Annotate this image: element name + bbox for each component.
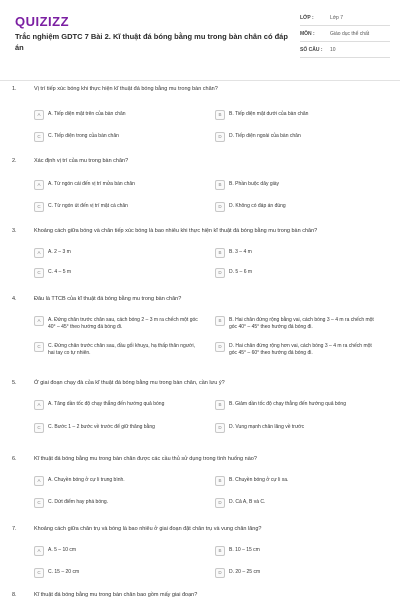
option-letter-box: B (215, 248, 225, 258)
question-number: 4. (12, 296, 17, 302)
question-text: Xác định vị trí của mu trong bàn chân? (34, 158, 129, 164)
question-text: Khoảng cách giữa chân trụ và bóng là bao nhiêu ở giai đoạn đặt chân trụ và vung chân lăng? (34, 526, 262, 532)
option-text: D. 20 – 25 cm (229, 569, 261, 575)
option-text: B. Phần buộc dây giày (229, 181, 280, 187)
meta-value: Giáo dục thể chất (330, 31, 370, 37)
meta-label: SỐ CÂU : (300, 47, 323, 53)
option-text: C. 4 – 5 m (48, 269, 72, 275)
option-letter-box: C (34, 568, 44, 578)
question-number: 3. (12, 228, 17, 234)
question-text: Ở giai đoạn chạy đà của kĩ thuật đá bóng bằng mu trong bàn chân, cần lưu ý? (34, 380, 225, 386)
question-text: Vị trí tiếp xúc bóng khi thực hiện kĩ thuật đá bóng bằng mu trong bàn chân? (34, 86, 218, 92)
option-letter-box: A (34, 316, 44, 326)
option-text: B. Tiếp diện mặt dưới của bàn chân (229, 111, 309, 117)
option-text: D. Không có đáp án đúng (229, 203, 286, 209)
option-letter-box: C (34, 202, 44, 212)
option-text: C. Dứt điểm hay phá bóng. (48, 499, 109, 505)
option-letter-box: D (215, 423, 225, 433)
option-letter-box: B (215, 546, 225, 556)
option-text: B. 3 – 4 m (229, 249, 252, 255)
meta-value: Lớp 7 (330, 15, 344, 21)
option-text: D. Vung mạnh chân lăng về trước (229, 424, 305, 430)
meta-row-subject (300, 30, 390, 42)
question-number: 1. (12, 86, 17, 92)
option-letter-box: B (215, 110, 225, 120)
option-letter-box: A (34, 400, 44, 410)
option-text: D. Cả A, B và C. (229, 499, 266, 505)
option-letter-box: A (34, 248, 44, 258)
option-letter-box: D (215, 342, 225, 352)
option-text: A. Đứng chân trước chân sau, cách bóng 2 – 3 m ra chếch một góc 40° – 45° theo hướng đá bóng đi. (48, 317, 198, 330)
option-letter-box: C (34, 423, 44, 433)
question-text: Khoảng cách giữa bóng và chân tiếp xúc bóng là bao nhiêu khi thực hiện kĩ thuật đá bóng bằng mu trong bàn chân? (34, 228, 318, 234)
option-letter-box: A (34, 110, 44, 120)
option-letter-box: B (215, 180, 225, 190)
option-letter-box: C (34, 268, 44, 278)
meta-row-class (300, 14, 390, 26)
option-text: A. 2 – 3 m (48, 249, 71, 255)
option-letter-box: A (34, 546, 44, 556)
option-letter-box: B (215, 476, 225, 486)
option-text: A. Từ ngón cái đến vị trí mửa bàn chân (48, 181, 135, 187)
option-text: C. Từ ngón út đến vị trí mặt cá chân (48, 203, 128, 209)
option-text: C. 15 – 20 cm (48, 569, 80, 575)
quizizz-logo: QUIZIZZ (15, 14, 70, 29)
option-text: A. Tiếp diện mặt trên của bàn chân (48, 111, 126, 117)
option-text: D. 5 – 6 m (229, 269, 253, 275)
option-letter-box: D (215, 268, 225, 278)
option-text: B. Chuyền bóng ở cự li xa. (229, 477, 289, 483)
question-number: 5. (12, 380, 17, 386)
option-text: D. Tiếp diện ngoài của bàn chân (229, 133, 301, 139)
option-letter-box: B (215, 400, 225, 410)
option-text: B. Giảm dần tốc độ chạy thẳng đến hướng quả bóng (229, 401, 346, 407)
option-text: C. Tiếp diện trong của bàn chân (48, 133, 119, 139)
question-number: 2. (12, 158, 17, 164)
worksheet-meta (300, 14, 390, 62)
question-text: Đâu là TTCB của kĩ thuật đá bóng bằng mu trong bàn chân? (34, 296, 182, 302)
option-text: B. 10 – 15 cm (229, 547, 260, 553)
option-letter-box: C (34, 498, 44, 508)
option-text: B. Hai chân đứng rộng bằng vai, cách bóng 3 – 4 m ra chếch một góc 40° – 45° theo hướng đá bóng đi. (229, 317, 374, 330)
question-number: 8. (12, 592, 17, 598)
option-text: C. Đứng chân trước chân sau, đầu gối khuỵu, hạ thấp thân người, hai tay co tự nhiên. (48, 343, 195, 356)
option-text: C. Bước 1 – 2 bước về trước để giữ thăng bằng (48, 424, 155, 430)
question-text: Kĩ thuật đá bóng bằng mu trong bàn chân được các cầu thủ sử dụng trong tình huống nào? (34, 456, 257, 462)
option-letter-box: C (34, 342, 44, 352)
option-letter-box: A (34, 180, 44, 190)
meta-label: MÔN : (300, 31, 315, 37)
option-text: D. Hai chân đứng rộng hơn vai, cách bóng 3 – 4 m ra chếch một góc 45° – 60° theo hướng đá bóng đi. (229, 343, 372, 356)
option-letter-box: B (215, 316, 225, 326)
worksheet-title: Trắc nghiệm GDTC 7 Bài 2. Kĩ thuật đá bóng bằng mu trong bàn chân có đáp án (15, 32, 288, 52)
option-letter-box: C (34, 132, 44, 142)
meta-row-count (300, 46, 390, 58)
option-letter-box: D (215, 132, 225, 142)
worksheet-header (0, 0, 400, 81)
option-text: A. Tăng dần tốc độ chạy thẳng đến hướng quả bóng (48, 401, 165, 407)
option-text: A. 5 – 10 cm (48, 547, 77, 553)
meta-label: LỚP : (300, 15, 314, 21)
option-text: A. Chuyền bóng ở cự li trung bình. (48, 477, 125, 483)
meta-value: 10 (330, 47, 336, 53)
option-letter-box: D (215, 568, 225, 578)
question-text: Kĩ thuật đá bóng bằng mu trong bàn chân bao gồm mấy giai đoạn? (34, 592, 198, 598)
question-number: 6. (12, 456, 17, 462)
question-number: 7. (12, 526, 17, 532)
option-letter-box: D (215, 498, 225, 508)
option-letter-box: D (215, 202, 225, 212)
option-letter-box: A (34, 476, 44, 486)
